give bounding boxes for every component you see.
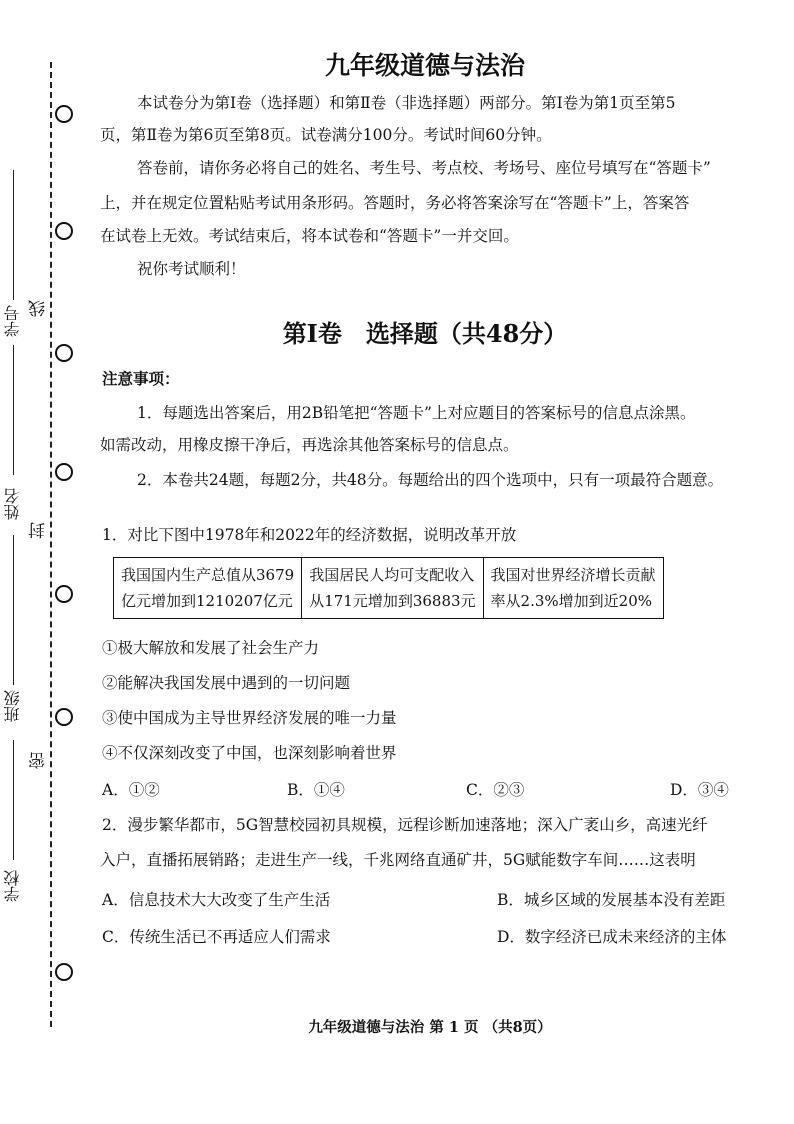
- intro-text: 本试卷分为第Ⅰ卷（选择题）和第Ⅱ卷（非选择题）两部分。第Ⅰ卷为第1页至第5: [137, 94, 676, 112]
- cell-line: 率从2.3%增加到近20%: [490, 592, 652, 610]
- notice-item: 2．本卷共24题，每题2分，共48分。每题给出的四个选项中，只有一项最符合题意。: [137, 471, 724, 489]
- option-b: B．①④: [287, 781, 345, 799]
- binding-hole: [55, 222, 73, 240]
- option-c: C．②③: [466, 781, 525, 799]
- binding-hole: [55, 963, 73, 981]
- class-label: 班级: [3, 690, 22, 722]
- cut-mark-seal: 封: [29, 522, 49, 539]
- table-cell: [114, 558, 302, 619]
- student-id-label: 学号: [3, 305, 22, 337]
- statement: ①极大解放和发展了社会生产力: [102, 639, 320, 657]
- cell-line: 我国居民人均可支配收入: [309, 566, 475, 584]
- option-d: D．③④: [670, 781, 729, 799]
- cell-line: 我国国内生产总值从3679: [121, 566, 295, 584]
- question-2-stem: 入户，直播拓展销路；走进生产一线，千兆网络直通矿井，5G赋能数字车间……这表明: [100, 851, 696, 869]
- statement: ③使中国成为主导世界经济发展的唯一力量: [102, 709, 397, 727]
- economic-data-table: [113, 557, 664, 619]
- fill-line: [13, 170, 14, 300]
- greeting: 祝你考试顺利！: [137, 260, 246, 278]
- table-cell: [483, 558, 663, 619]
- binding-hole: [55, 105, 73, 123]
- notice-item: 1．每题选出答案后，用2B铅笔把“答题卡”上对应题目的答案标号的信息点涂黑。: [137, 404, 696, 422]
- intro-text: 答卷前，请你务必将自己的姓名、考生号、考点校、考场号、座位号填写在“答题卡”: [137, 159, 711, 177]
- school-label: 学校: [3, 870, 22, 902]
- intro-text: 在试卷上无效。考试结束后，将本试卷和“答题卡”一并交回。: [100, 227, 519, 245]
- fill-line: [13, 345, 14, 475]
- section-title: 第Ⅰ卷 选择题（共48分）: [282, 319, 568, 348]
- option-a: A．信息技术大大改变了生产生活: [102, 891, 331, 909]
- cut-line: [50, 62, 52, 1027]
- table-cell: [302, 558, 483, 619]
- option-c: C．传统生活已不再适应人们需求: [102, 928, 331, 946]
- page-footer: 九年级道德与法治 第 1 页 （共8页）: [308, 1019, 552, 1036]
- binding-hole: [55, 463, 73, 481]
- page-title: 九年级道德与法治: [324, 51, 525, 80]
- intro-text: 上，并在规定位置粘贴考试用条形码。答题时，务必将答案涂写在“答题卡”上，答案答: [100, 194, 690, 212]
- intro-text: 页，第Ⅱ卷为第6页至第8页。试卷满分100分。考试时间60分钟。: [100, 126, 552, 144]
- cell-line: 亿元增加到1210207亿元: [121, 592, 293, 610]
- fill-line: [13, 740, 14, 860]
- binding-hole: [55, 585, 73, 603]
- cut-mark-secret: 密: [29, 752, 49, 769]
- notice-item: 如需改动，用橡皮擦干净后，再选涂其他答案标号的信息点。: [100, 436, 519, 454]
- cell-line: 我国对世界经济增长贡献: [490, 566, 656, 584]
- option-d: D．数字经济已成未来经济的主体: [497, 928, 727, 946]
- option-b: B．城乡区域的发展基本没有差距: [497, 891, 726, 909]
- statement: ②能解决我国发展中遇到的一切问题: [102, 674, 351, 692]
- binding-hole: [55, 344, 73, 362]
- cut-mark-line: 线: [29, 300, 49, 317]
- option-a: A．①②: [102, 781, 160, 799]
- name-label: 姓名: [3, 488, 22, 520]
- question-2-stem: 2．漫步繁华都市，5G智慧校园初具规模，远程诊断加速落地；深入广袤山乡，高速光纤: [102, 816, 708, 834]
- statement: ④不仅深刻改变了中国，也深刻影响着世界: [102, 744, 397, 762]
- question-1-stem: 1．对比下图中1978年和2022年的经济数据，说明改革开放: [102, 526, 517, 544]
- binding-margin: [0, 0, 95, 1124]
- notice-label: 注意事项：: [102, 369, 180, 388]
- cell-line: 从171元增加到36883元: [309, 592, 476, 610]
- fill-line: [13, 535, 14, 685]
- binding-hole: [55, 708, 73, 726]
